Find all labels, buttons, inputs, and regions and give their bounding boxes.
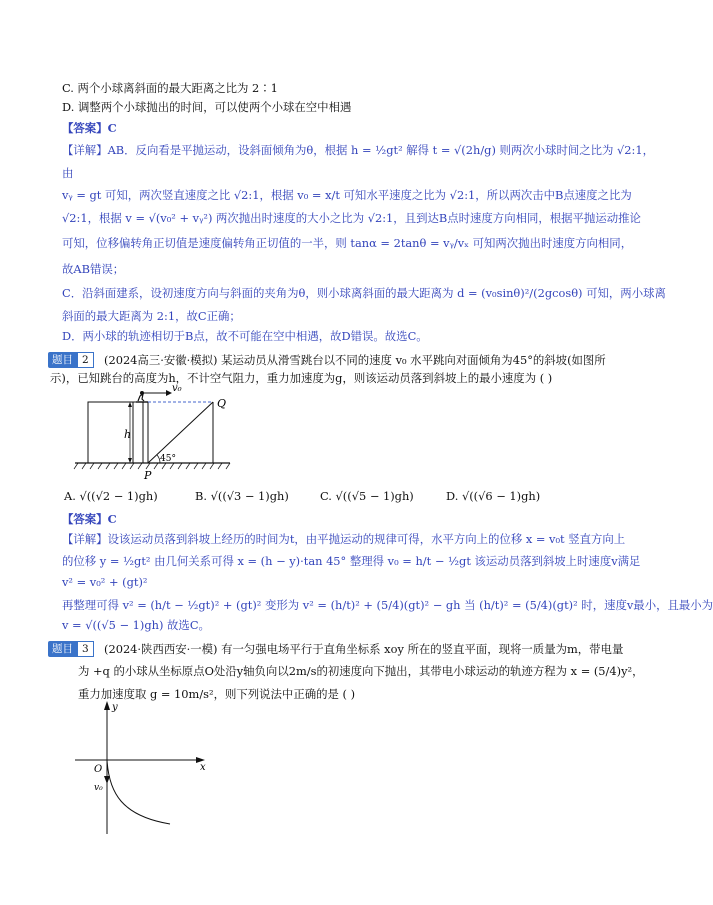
question-text: 重力加速度取 g = 10m/s²，则下列说法中正确的是 ( ) [78,687,356,701]
label-angle: 45° [160,454,176,464]
solution-line: 【详解】AB．反向看是平抛运动，设斜面倾角为θ，根据 h = ½gt² 解得 t = √(2h/g) 则两次小球时间之比为 √2:1， [62,143,655,157]
option-a: A. √((√2 − 1)gh) [64,489,158,503]
solution-line: 再整理可得 v² = (h/t − ½gt)² + (gt)² 变形为 v² = (h/t)² + (5/4)(gt)² − gh 当 (h/t)² = (5/4)(gt)² 时，速度v最小，且最小为 [62,598,713,612]
solution-line: √2:1，根据 v = √(v₀² + vᵧ²) 两次抛出时速度的大小之比为 √2:1，且到达B点时速度方向相同，根据平抛运动推论 [62,211,641,225]
question-tag: 题目 [48,352,77,368]
option-b: B. √((√3 − 1)gh) [195,489,289,503]
question-text: 示)，已知跳台的高度为h，不计空气阻力，重力加速度为g，则该运动员落到斜坡上的最小速度为 ( ) [50,371,553,385]
solution-line: 由 [62,166,74,180]
option-c: C. √((√5 − 1)gh) [320,489,414,503]
answer-label: 【答案】C [62,512,117,526]
solution-line: 可知，位移偏转角正切值是速度偏转角正切值的一半，则 tanα = 2tanθ = vᵧ/vₓ 可知两次抛出时速度方向相同， [62,236,633,250]
label-p: P [144,469,152,482]
question-text: (2024高三·安徽·模拟) 某运动员从滑雪跳台以不同的速度 v₀ 水平跳向对面倾角为45°的斜坡(如图所 [104,353,606,367]
label-o: O [94,764,103,775]
solution-line: 的位移 y = ½gt² 由几何关系可得 x = (h − y)·tan 45° 整理得 v₀ = h/t − ½gt 该运动员落到斜坡上时速度v满足 [62,554,641,568]
question-number: 3 [77,641,94,657]
solution-line: D．两小球的轨迹相切于B点，故不可能在空中相遇，故D错误。故选C。 [62,329,428,343]
question-tag: 题目 [48,641,77,657]
option-d: D. √((√6 − 1)gh) [446,489,541,503]
label-v0: v₀ [94,783,103,793]
ski-jump-figure [70,383,240,483]
question-badge [48,640,94,657]
option-d: D. 调整两个小球抛出的时间，可以使两个小球在空中相遇 [62,100,352,114]
answer-label: 【答案】C [62,121,117,135]
solution-line: 斜面的最大距离为 2:1，故C正确； [62,309,241,323]
solution-line: 故AB错误； [62,262,125,276]
question-badge [48,351,94,368]
label-y: y [112,702,118,713]
label-q: Q [217,397,227,410]
label-h: h [124,428,132,441]
label-x: x [200,762,206,773]
option-c: C. 两个小球离斜面的最大距离之比为 2∶1 [62,81,278,95]
question-number: 2 [77,352,94,368]
question-text: (2024·陕西西安·一模) 有一匀强电场平行于直角坐标系 xoy 所在的竖直平面，现将一质量为m，带电量 [104,642,624,656]
solution-line: vᵧ = gt 可知，两次竖直速度之比 √2:1，根据 v₀ = x/t 可知水平速度之比为 √2:1，所以两次击中B点速度之比为 [62,188,632,202]
question-text: 为 +q 的小球从坐标原点O处沿y轴负向以2m/s的初速度向下抛出，其带电小球运动的轨迹方程为 x = (5/4)y²， [78,664,644,678]
trajectory-figure [70,698,220,848]
solution-line: v = √((√5 − 1)gh) 故选C。 [62,618,210,632]
solution-line: C．沿斜面建系，设初速度方向与斜面的夹角为θ，则小球离斜面的最大距离为 d = (v₀sinθ)²/(2gcosθ) 可知，两小球离 [62,286,666,300]
solution-line: 【详解】设该运动员落到斜坡上经历的时间为t，由平抛运动的规律可得，水平方向上的位移 x = v₀t 竖直方向上 [62,532,626,546]
label-v0: v₀ [172,383,182,394]
solution-line: v² = v₀² + (gt)² [62,575,148,589]
